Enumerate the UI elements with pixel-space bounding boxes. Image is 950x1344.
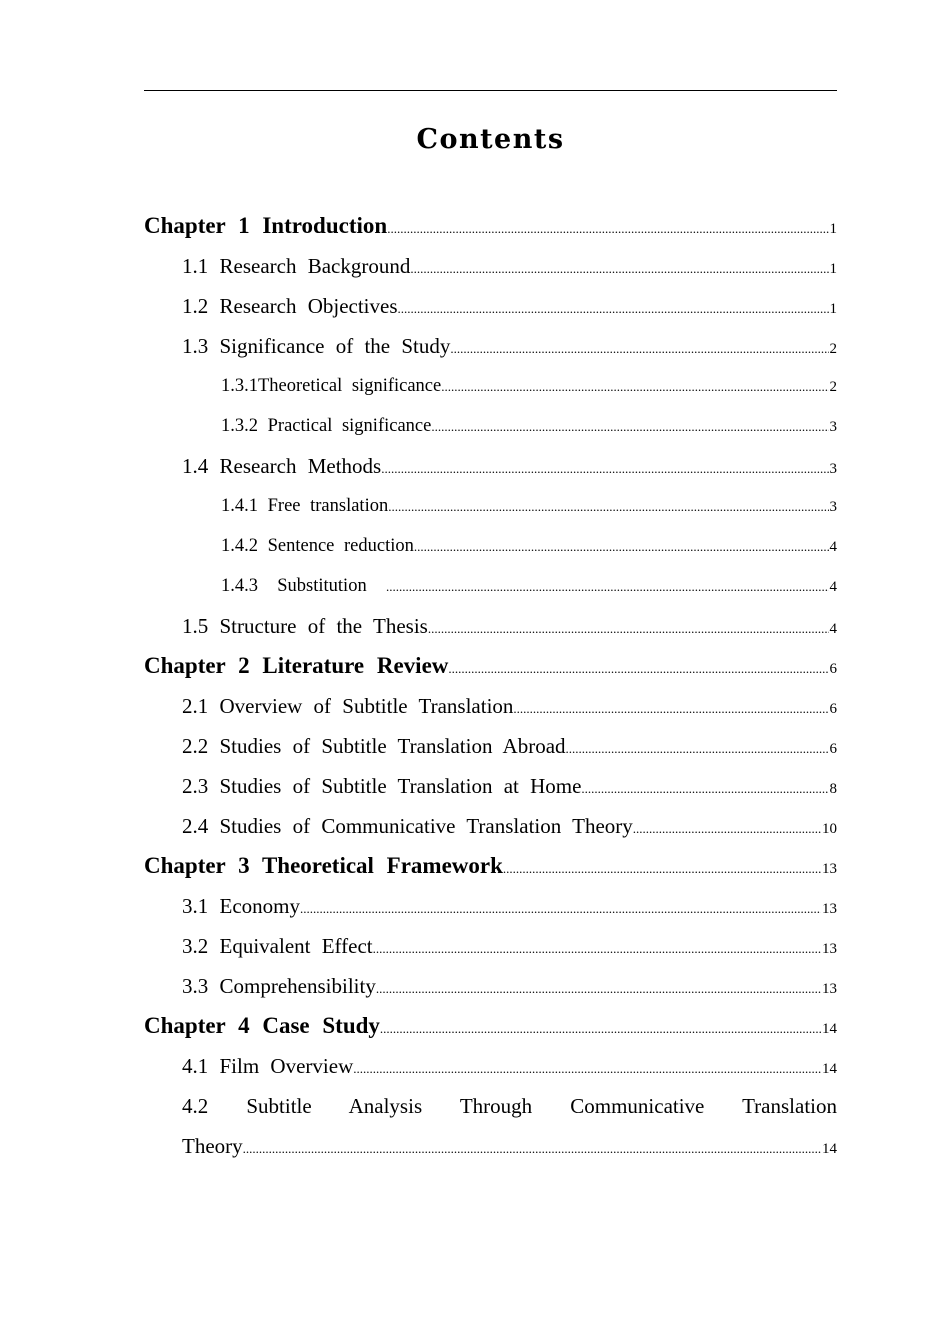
header-rule: [144, 90, 837, 91]
toc-page-number: 1: [829, 261, 837, 277]
toc-page-number: 2: [829, 341, 837, 357]
toc-entry-label: Chapter 4 Case Study: [144, 1013, 380, 1038]
toc-page-number: 3: [829, 499, 837, 515]
dot-leader: [386, 567, 829, 607]
toc-entry-1-1[interactable]: [144, 246, 837, 286]
toc-entry-1-5[interactable]: [144, 606, 837, 646]
toc-entry-1-3-1[interactable]: [144, 366, 837, 406]
dot-leader: [581, 769, 828, 809]
toc-entry-label: 2.4 Studies of Communicative Translation Theory: [182, 814, 633, 838]
toc-page-number: 3: [829, 419, 837, 435]
toc-entry-label: 3.1 Economy: [182, 894, 300, 918]
toc-entry-label: 1.5 Structure of the Thesis: [182, 614, 428, 638]
toc-page-number: 14: [822, 1141, 837, 1157]
toc-entry-1-2[interactable]: [144, 286, 837, 326]
toc-page-number: 4: [829, 539, 837, 555]
toc-entry-label: Theory: [182, 1134, 243, 1158]
toc-page-number: 4: [829, 621, 837, 637]
toc-entry-chapter-3[interactable]: [144, 846, 837, 886]
toc-entry-label: 4.1 Film Overview: [182, 1054, 354, 1078]
toc-entry-label: 1.4.3 Substitution: [221, 576, 386, 596]
dot-leader: [380, 1009, 821, 1049]
toc-entry-chapter-1[interactable]: [144, 206, 837, 246]
toc-page-number: 1: [829, 221, 837, 237]
toc-entry-label: 1.3.1Theoretical significance: [221, 376, 442, 396]
dot-leader: [450, 329, 828, 369]
toc-entry-label: 1.4.1 Free translation: [221, 496, 389, 516]
toc-entry-1-3[interactable]: [144, 326, 837, 366]
dot-leader: [633, 809, 821, 849]
toc-entry-label: 1.4.2 Sentence reduction: [221, 536, 414, 556]
dot-leader: [513, 689, 828, 729]
toc-entry-4-2-line-1[interactable]: 4.2 Subtitle Analysis Through Communicative Translation: [182, 1094, 837, 1118]
toc-page-number: 10: [822, 821, 837, 837]
toc-page-number: 13: [822, 941, 837, 957]
toc-page-number: 4: [829, 579, 837, 595]
table-of-contents: [144, 206, 837, 1166]
toc-entry-2-1[interactable]: [144, 686, 837, 726]
toc-entry-1-4[interactable]: [144, 446, 837, 486]
toc-entry-label: Chapter 1 Introduction: [144, 213, 388, 238]
dot-leader: [428, 609, 829, 649]
toc-page-number: 14: [822, 1061, 837, 1077]
toc-entry-3-2[interactable]: [144, 926, 837, 966]
toc-entry-label: 1.1 Research Background: [182, 254, 411, 278]
toc-page-number: 6: [829, 661, 837, 677]
dot-leader: [373, 929, 821, 969]
toc-entry-label: 2.3 Studies of Subtitle Translation at Home: [182, 774, 582, 798]
toc-page-number: 6: [829, 741, 837, 757]
toc-entry-label: Chapter 2 Literature Review: [144, 653, 449, 678]
dot-leader: [243, 1129, 821, 1169]
dot-leader: [410, 249, 828, 289]
toc-entry-label: 1.3.2 Practical significance: [221, 416, 432, 436]
toc-entry-label: 3.3 Comprehensibility: [182, 974, 376, 998]
dot-leader: [388, 487, 828, 527]
toc-entry-label: 1.2 Research Objectives: [182, 294, 398, 318]
dot-leader: [387, 209, 828, 249]
toc-entry-2-4[interactable]: [144, 806, 837, 846]
toc-entry-4-1[interactable]: [144, 1046, 837, 1086]
dot-leader: [431, 407, 828, 447]
toc-entry-label: 2.1 Overview of Subtitle Translation: [182, 694, 514, 718]
toc-page-number: 14: [822, 1021, 837, 1037]
dot-leader: [448, 649, 828, 689]
dot-leader: [353, 1049, 821, 1089]
toc-page-number: 6: [829, 701, 837, 717]
toc-entry-label: 1.4 Research Methods: [182, 454, 382, 478]
toc-entry-4-2-line-2[interactable]: [144, 1126, 837, 1166]
dot-leader: [441, 367, 828, 407]
dot-leader: [300, 889, 821, 929]
toc-entry-chapter-4[interactable]: [144, 1006, 837, 1046]
toc-entry-2-2[interactable]: [144, 726, 837, 766]
toc-entry-label: 2.2 Studies of Subtitle Translation Abroad: [182, 734, 566, 758]
toc-entry-label: 1.3 Significance of the Study: [182, 334, 451, 358]
dot-leader: [503, 849, 821, 889]
toc-page-number: 2: [829, 379, 837, 395]
toc-entry-3-3[interactable]: [144, 966, 837, 1006]
toc-entry-chapter-2[interactable]: [144, 646, 837, 686]
dot-leader: [398, 289, 829, 329]
toc-entry-3-1[interactable]: [144, 886, 837, 926]
toc-page-number: 13: [822, 901, 837, 917]
page-title: Contents: [416, 124, 565, 155]
toc-entry-1-3-2[interactable]: [144, 406, 837, 446]
toc-entry-1-4-1[interactable]: [144, 486, 837, 526]
dot-leader: [414, 527, 829, 567]
toc-entry-label: Chapter 3 Theoretical Framework: [144, 853, 503, 878]
toc-page-number: 3: [829, 461, 837, 477]
toc-entry-1-4-3[interactable]: [144, 566, 837, 606]
toc-entry-2-3[interactable]: [144, 766, 837, 806]
toc-page-number: 8: [829, 781, 837, 797]
dot-leader: [381, 449, 828, 489]
toc-page-number: 13: [822, 861, 837, 877]
toc-entry-label: 3.2 Equivalent Effect: [182, 934, 373, 958]
toc-entry-1-4-2[interactable]: [144, 526, 837, 566]
dot-leader: [566, 729, 829, 769]
dot-leader: [376, 969, 821, 1009]
toc-page-number: 1: [829, 301, 837, 317]
toc-page-number: 13: [822, 981, 837, 997]
